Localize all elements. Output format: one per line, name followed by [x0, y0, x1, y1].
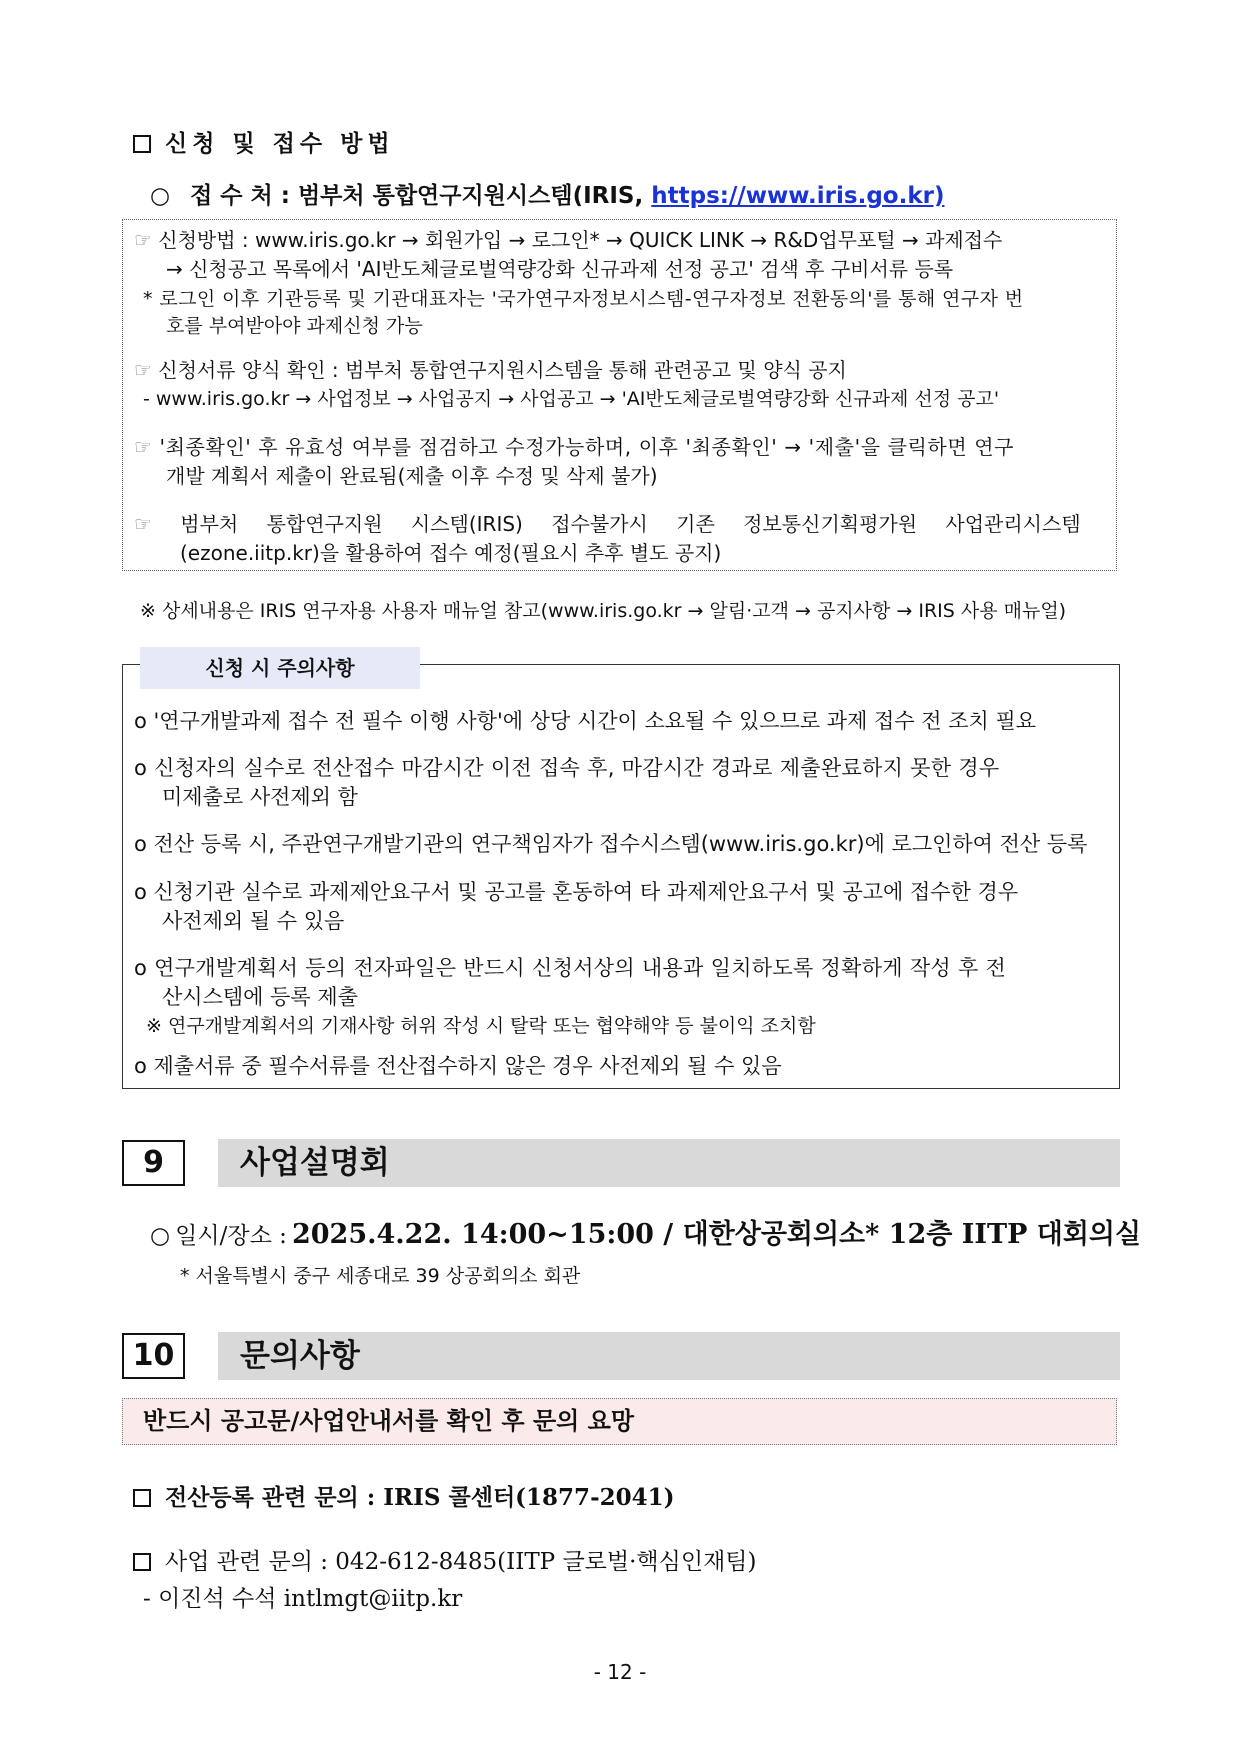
checkbox-square-icon — [133, 135, 151, 153]
reception-line: ○ 접 수 처 : 범부처 통합연구지원시스템(IRIS, https://www.iris.go.kr) — [150, 183, 945, 209]
method-note-1: * 로그인 이후 기관등록 및 기관대표자는 '국가연구자정보시스템-연구자정보 전환동의'를 통해 연구자 번 — [143, 288, 1024, 310]
briefing-address: * 서울특별시 중구 세종대로 39 상공회의소 회관 — [180, 1265, 581, 1287]
fallback-line: ☞ 범부처 통합연구지원 시스템(IRIS) 접수불가시 기존 정보통신기획평가원 사업관리시스템 — [134, 512, 1081, 536]
hand-pointer-icon: ☞ — [134, 358, 152, 382]
section-title-inquiry: 문의사항 — [218, 1332, 1120, 1380]
section-number-9: 9 — [122, 1140, 185, 1186]
section-title-briefing: 사업설명회 — [218, 1139, 1120, 1187]
hand-pointer-icon: ☞ — [134, 228, 152, 252]
iris-callcenter-inquiry: 전산등록 관련 문의 : IRIS 콜센터(1877-2041) — [133, 1479, 675, 1512]
form-check-path: - www.iris.go.kr → 사업정보 → 사업공지 → 사업공고 → 'AI반도체글로벌역량강화 신규과제 선정 공고' — [143, 388, 1000, 410]
briefing-datetime-line: ○ 일시/장소 : 2025.4.22. 14:00~15:00 / 대한상공회의소* 12층 IITP 대회의실 — [150, 1219, 1142, 1250]
checkbox-square-icon — [133, 1489, 151, 1507]
hand-pointer-icon: ☞ — [134, 512, 152, 536]
apply-heading: 신청 및 접수 방법 — [133, 125, 395, 158]
caution-tab: 신청 시 주의사항 — [140, 647, 420, 689]
briefing-datetime-value: 2025.4.22. 14:00~15:00 / 대한상공회의소* 12층 IITP 대회의실 — [291, 1219, 1142, 1250]
caution-item: o 제출서류 중 필수서류를 전산접수하지 않은 경우 사전제외 될 수 있음 — [134, 1054, 782, 1078]
circle-bullet-icon: ○ — [150, 1223, 171, 1249]
caution-item: o 신청기관 실수로 과제제안요구서 및 공고를 혼동하여 타 과제제안요구서 및 공고에 접수한 경우 — [134, 880, 1019, 904]
method-note-2: 호를 부여받아야 과제신청 가능 — [166, 315, 423, 337]
caution-item: o 신청자의 실수로 전산접수 마감시간 이전 접속 후, 마감시간 경과로 제출완료하지 못한 경우 — [134, 756, 1000, 780]
final-confirm-line: ☞ '최종확인' 후 유효성 여부를 점검하고 수정가능하며, 이후 '최종확인' → '제출'을 클릭하면 연구 — [134, 435, 1015, 459]
checkbox-square-icon — [133, 1553, 151, 1571]
caution-item-cont: 산시스템에 등록 제출 — [162, 985, 358, 1009]
final-confirm-line-2: 개발 계획서 제출이 완료됨(제출 이후 수정 및 삭제 불가) — [166, 464, 658, 488]
caution-item-cont: 미제출로 사전제외 함 — [162, 785, 358, 809]
caution-item: o '연구개발과제 접수 전 필수 이행 사항'에 상당 시간이 소요될 수 있으므로 과제 접수 전 조치 필요 — [134, 709, 1037, 733]
method-line-1: ☞ 신청방법 : www.iris.go.kr → 회원가입 → 로그인* → QUICK LINK → R&D업무포털 → 과제접수 — [134, 228, 1003, 252]
contact-person: - 이진석 수석 intlmgt@iitp.kr — [143, 1586, 463, 1612]
form-check-line: ☞ 신청서류 양식 확인 : 범부처 통합연구지원시스템을 통해 관련공고 및 양식 공지 — [134, 358, 847, 382]
fallback-line-2: (ezone.iitp.kr)을 활용하여 접수 예정(필요시 추후 별도 공지) — [180, 541, 722, 565]
iris-link[interactable]: https://www.iris.go.kr) — [651, 183, 945, 209]
hand-pointer-icon: ☞ — [134, 435, 153, 459]
method-line-2: → 신청공고 목록에서 'AI반도체글로벌역량강화 신규과제 선정 공고' 검색 후 구비서류 등록 — [166, 257, 954, 281]
page-number: - 12 - — [593, 1660, 647, 1684]
caution-item-cont: 사전제외 될 수 있음 — [162, 909, 345, 933]
business-inquiry: 사업 관련 문의 : 042-612-8485(IITP 글로벌·핵심인재팀) — [133, 1543, 756, 1576]
caution-subnote: ※ 연구개발계획서의 기재사항 허위 작성 시 탈락 또는 협약해약 등 불이익 조치함 — [146, 1015, 816, 1037]
section-number-10: 10 — [122, 1333, 185, 1379]
caution-item: o 전산 등록 시, 주관연구개발기관의 연구책임자가 접수시스템(www.iris.go.kr)에 로그인하여 전산 등록 — [134, 832, 1088, 856]
manual-note: ※ 상세내용은 IRIS 연구자용 사용자 매뉴얼 참고(www.iris.go.kr → 알림·고객 → 공지사항 → IRIS 사용 매뉴얼) — [140, 600, 1067, 622]
inquiry-notice-box: 반드시 공고문/사업안내서를 확인 후 문의 요망 — [122, 1398, 1117, 1445]
caution-item: o 연구개발계획서 등의 전자파일은 반드시 신청서상의 내용과 일치하도록 정확하게 작성 후 전 — [134, 956, 1007, 980]
circle-bullet-icon: ○ — [150, 183, 171, 209]
